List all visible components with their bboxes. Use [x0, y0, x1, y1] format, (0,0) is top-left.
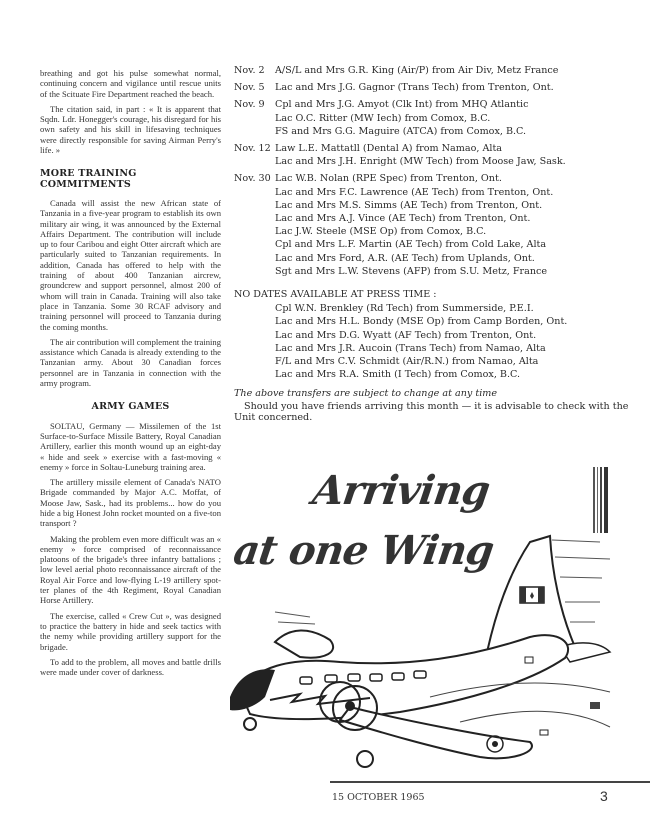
left-column — [40, 68, 221, 682]
arrival-entry: Lac and Mrs D.G. Wyatt (AF Tech) from Trenton, Ont. — [275, 329, 537, 341]
arrival-entry: Lac and Mrs J.G. Gagnor (Trans Tech) from Trenton, Ont. — [275, 82, 554, 94]
article-paragraph: The air contribution will complement the training assistance which Canada is already extending to the Tanzanian army. About 30 Canadian forces personnel are in Tanzania in connection with the army program. — [40, 336, 221, 389]
arrival-date: Nov. 30 — [234, 173, 271, 185]
arrival-entry: F/L and Mrs C.V. Schmidt (Air/R.N.) from Namao, Alta — [275, 356, 539, 368]
illustration-title-line1: Arriving — [309, 467, 493, 514]
intro-paragraph: The citation said, in part : « It is apparent that Sqdn. Ldr. Honegger's courage, his disregard for his own safety and his skill in lifesaving techniques were directly responsible for saving Airman Perry's life. » — [40, 103, 221, 156]
article-paragraph: Canada will assist the new African state of Tanzania in a five-year program to establish its own military air wing, it was announced by the External Affairs Department. The contribution will include up to four Caribou and eight Otter aircraft which are particularly suited to Tanzanian requirements. In addition, Canada has offered to help with the training of about 400 Tanzanian aircrew, groundcrew and support personnel, almost 200 of whom will train in Canada. Training will also take place in Tanzania. Some 30 RCAF advisory and training personnel will proceed to Tanzania during the coming months. — [40, 197, 221, 332]
arrival-entry: Lac and Mrs F.C. Lawrence (AE Tech) from Trenton, Ont. — [275, 186, 554, 198]
section-heading-training: MORE TRAINING COMMITMENTS — [40, 168, 137, 190]
article-paragraph: The exercise, called « Crew Cut », was designed to practice the battery in hide and seek tactics with the nemy while providing artillery support for the brigade. — [40, 610, 221, 652]
footer-rule — [330, 781, 650, 783]
arrival-date: Nov. 5 — [234, 82, 265, 94]
arrival-group — [234, 98, 644, 138]
article-paragraph: To add to the problem, all moves and battle drills were made under cover of darkness. — [40, 656, 221, 678]
arrival-entry: Cpl W.N. Brenkley (Rd Tech) from Summerside, P.E.I. — [275, 303, 534, 315]
arrival-entry: Sgt and Mrs L.W. Stevens (AFP) from S.U. Metz, France — [275, 265, 548, 277]
arrival-entry: Cpl and Mrs L.F. Martin (AE Tech) from Cold Lake, Alta — [275, 239, 547, 251]
footer-date: 15 OCTOBER 1965 — [332, 792, 425, 803]
no-dates-list — [234, 302, 644, 381]
arrival-date: Nov. 12 — [234, 143, 271, 155]
arrival-entry: Lac and Mrs J.H. Enright (MW Tech) from Moose Jaw, Sask. — [275, 156, 566, 168]
arrival-entry: A/S/L and Mrs G.R. King (Air/P) from Air Div, Metz France — [275, 65, 559, 76]
article-paragraph: The artillery missile element of Canada's NATO Brigade commanded by Major A.C. Moffat, of Moose Jaw, Sask., had its problems... how do you hide a big Honest John rocket mounted on a five-ton transport ? — [40, 477, 221, 529]
no-dates-heading: NO DATES AVAILABLE AT PRESS TIME : — [234, 289, 437, 301]
arrival-group — [234, 81, 644, 94]
arrival-entry: Lac and Mrs J.R. Aucoin (Trans Tech) from Namao, Alta — [275, 342, 546, 354]
arrival-date: Nov. 2 — [234, 65, 265, 76]
arrival-entry: Lac and Mrs Ford, A.R. (AE Tech) from Uplands, Ont. — [275, 252, 535, 264]
arrival-group — [234, 142, 644, 168]
transfer-advice: Should you have friends arriving this month — it is advisable to check with the Unit concerned. — [234, 400, 629, 423]
page-number: 3 — [600, 788, 608, 804]
transfer-disclaimer: The above transfers are subject to change at any time — [234, 388, 498, 400]
arrival-entry: Lac and Mrs R.A. Smith (I Tech) from Comox, B.C. — [275, 369, 521, 381]
arrival-entry: FS and Mrs G.G. Maguire (ATCA) from Comox, B.C. — [275, 125, 527, 137]
arrival-group — [234, 172, 644, 278]
arrival-entry: Lac and Mrs A.J. Vince (AE Tech) from Trenton, Ont. — [275, 213, 531, 225]
article-paragraph: SOLTAU, Germany — Missilemen of the 1st Surface-to-Surface Missile Battery, Royal Canadian Artillery, earlier this month wound up an eight-day « hide and seek » exercise with a fast-moving « enemy » force in Soltau-Luneburg training area. — [40, 420, 221, 472]
section-heading-army-games: ARMY GAMES — [91, 401, 170, 413]
arrival-group — [234, 64, 644, 77]
arrival-entry: Lac and Mrs H.L. Bondy (MSE Op) from Camp Borden, Ont. — [275, 316, 568, 328]
arrival-entry: Lac O.C. Ritter (MW Iech) from Comox, B.C. — [275, 112, 491, 124]
arrival-entry: Lac W.B. Nolan (RPE Spec) from Trenton, Ont. — [275, 173, 502, 185]
illustration-title-line2: at one Wing — [230, 527, 497, 574]
article-paragraph: Making the problem even more difficult was an « enemy » force comprised of reconnaissance platoons of the brigade's three infantry battalions ; low level aerial photo reconnaissance aircraft of the Royal Air Force and low-flying L-19 artillery spotter planes of the 4th Regiment, Royal Canadian Horse Artillery. — [40, 533, 221, 606]
intro-paragraph: breathing and got his pulse somewhat normal, continuing concern and vigilance until rescue units of the Scituate Fire Department reached the beach. — [40, 68, 221, 99]
arrival-entry: Law L.E. Mattatll (Dental A) from Namao, Alta — [275, 143, 503, 155]
arrival-entry: Cpl and Mrs J.G. Amyot (Clk Int) from MHQ Atlantic — [275, 99, 529, 111]
arrivals-list — [234, 64, 644, 423]
airplane-cartoon-illustration — [230, 462, 650, 772]
arrival-entry: Lac and Mrs M.S. Simms (AE Tech) from Trenton, Ont. — [275, 199, 543, 211]
hatch-bar-decoration — [593, 467, 608, 533]
arrival-date: Nov. 9 — [234, 99, 265, 111]
arrival-entry: Lac J.W. Steele (MSE Op) from Comox, B.C. — [275, 226, 487, 238]
